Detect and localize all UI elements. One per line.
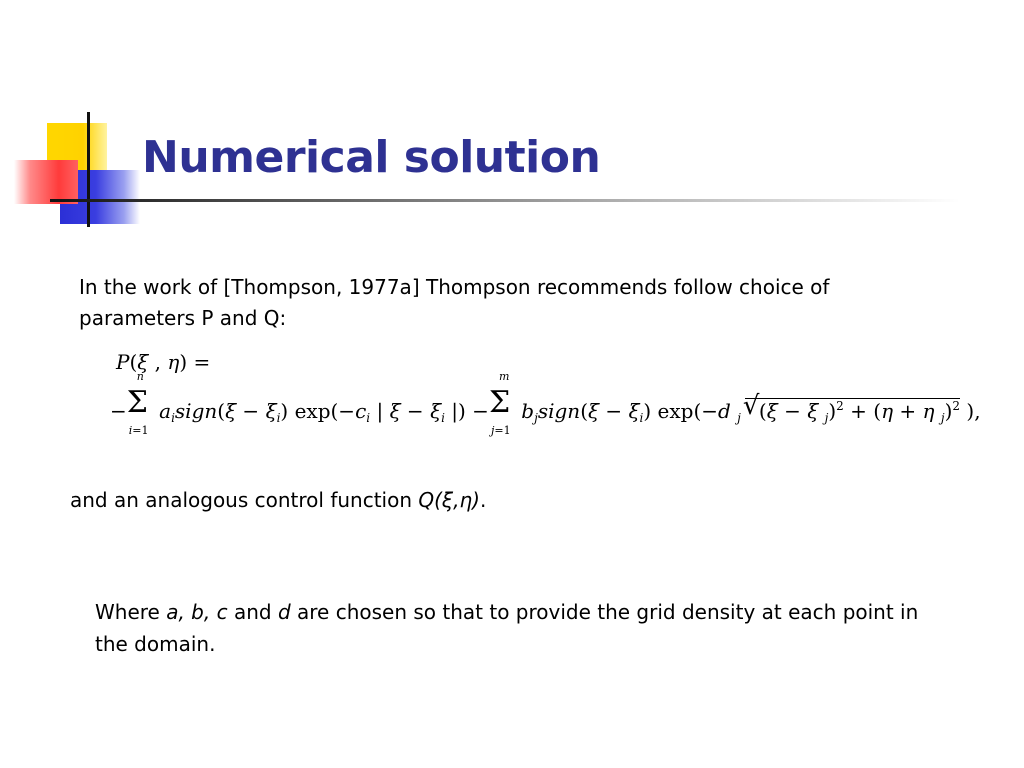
q-function: Q(ξ,η) [418, 488, 480, 512]
formula-lhs: P(ξ , η) = [116, 350, 211, 374]
analogous-paragraph: and an analogous control function Q(ξ,η). [70, 488, 487, 512]
sum-symbol-j: Σ m j=1 [488, 370, 511, 437]
sum-symbol-i: Σ n i=1 [126, 370, 149, 437]
slide-title: Numerical solution [142, 132, 601, 183]
formula-rhs: − Σ n i=1 $a_isign(\xi - \xi_i)$ $\exp(-c_i$ | $\xi - \xi_i$ |) − Σ m j=1 $b_jsign(\xi - \xi_i)$ exp(−d $_j$√ (ξ − ξ $_j$)$^2$ + (η + η $_j$)$^2$ ), [110, 398, 981, 425]
logo-vertical-line [87, 112, 90, 227]
logo-red-square [14, 160, 78, 204]
control-function-formula [110, 346, 981, 456]
where-paragraph: Where a, b, c and d are chosen so that to provide the grid density at each point in the domain. [95, 600, 919, 656]
intro-paragraph: In the work of [Thompson, 1977a] Thompson recommends follow choice of parameters P and Q: [79, 275, 830, 330]
title-underline [50, 199, 960, 202]
